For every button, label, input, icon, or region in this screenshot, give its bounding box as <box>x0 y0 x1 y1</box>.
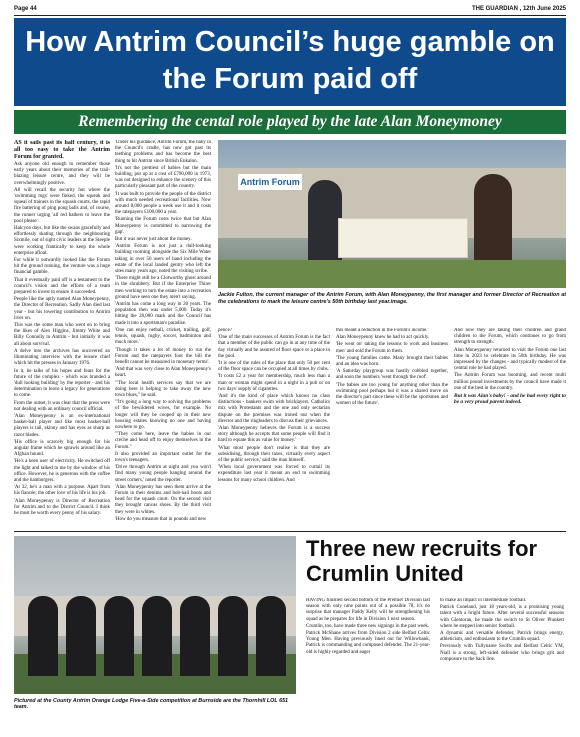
recruits-column-2 <box>440 598 564 728</box>
story-paragraph: 'One of the main successes of Antrim Forum is the fact that a member of the public can go in at any time of the day virtually and be assured of floor space or a place in the pool. <box>218 335 330 359</box>
story-paragraph: 'Under his guidance, Antrim Forum, the baby in the Council's cradle, has now got past its teething problems and has become the best thing to hit Antrim since British Enkalon. <box>115 140 211 164</box>
story-paragraph: 'A Saturday playgroup was hastily cobbled together, and soon the numbers 'went through the roof'. <box>336 369 448 381</box>
story-column-2 <box>115 140 211 526</box>
story-paragraph: AS it sails past its half century, it is all too easy to take the Antrim Forum for granted. <box>14 140 110 160</box>
story-paragraph: '"It's going a long way to solving the problems of the bewildered wives, for example. No longer will they be cooped up in their new housing estates knowing no one and having nowhere to go. <box>115 400 211 430</box>
story-paragraph: 'He's a keen user of electricity. He switched off the light and talked to me by the window of his office. However, he is generous with the coffee and the hamburgers. <box>14 459 110 483</box>
story-paragraph: 'Though it takes a lot of money to run the Forum and the ratepayers foot the bill the benefit cannot be measured in monetary terms'. <box>115 347 211 365</box>
story-paragraph: This was the some man who went on to bring the likes of Alex Higgins, Jimmy White and Billy Connolly to Antrim - but initially it was all about survival. <box>14 323 110 347</box>
story-paragraph: 'How do you measure that in pounds and new <box>115 516 207 522</box>
story-paragraph: That it eventually paid off is a testament to the council's vision and the efforts of a team prepared to invest to ensure it succeeded. <box>14 277 110 296</box>
story-paragraph: 'It is one of the rules of the place that only 50 per cent of the floor space can be occupied at all times by clubs. <box>218 361 330 373</box>
player-figure <box>66 596 96 676</box>
story-paragraph: Patrick Coneland, just 18 years-old, is a promising young talent with a bright future. After several successful seasons with Glentoran, he made the switch to St Oliver Plunkett where he stepped into senior football. <box>440 605 564 629</box>
closing-paragraph: But it was Alan's baby! - and he had every right to be a very proud parent indeed. <box>454 393 566 406</box>
story-paragraph: Ask anyone old enough to remember those early years about their memories of the trail-blazing leisure centre, and they will be overwhelmingly positive. <box>14 162 110 186</box>
section-divider <box>14 531 566 532</box>
team-photo-caption: Pictured at the County Antrim Orange Lodge Five-a-Side competition at Burnside are the Thornhill LOL 651 team. <box>14 698 289 711</box>
story-paragraph: 'He went on' taking the lessons to work and business men' and sold the Forum to them. <box>336 342 448 354</box>
story-paragraph: All will recall the security hut where the 'swimming togs' were finked, the squeak and squeal of trainers in the squash courts, the rapid fire battering of ping pong balls and, of course, the runner urging 'all red bathers to leave the pool please'. <box>14 187 110 224</box>
player-figure <box>218 596 248 676</box>
forum-photo <box>218 140 566 288</box>
story-paragraph: to make an impact in intermediate football. <box>440 598 527 603</box>
birthday-cake <box>338 218 468 258</box>
story-paragraph: 'His office is scarcely big enough for his angular frame which he sprawls around like an Afghan hound. <box>14 439 110 458</box>
headline-banner <box>14 18 566 106</box>
story-paragraph: Alan Moneypenny knew he had to act quickly. <box>336 335 430 341</box>
grass-shape <box>218 260 566 288</box>
player-figure <box>104 596 134 676</box>
story-paragraph: 'It's not the prettiest of babies but the main building, put up at a cost of £790,000 in 1973, was not designed to enhance the scenery of this particularly pleasant part of the country. <box>115 165 211 190</box>
story-paragraph: 'It costs £2 a year for membership, much less than a man or woman might spend in a night in a pub or on two days' supply of cigarettes. <box>218 374 330 392</box>
masthead: THE GUARDIAN , 12th June 2025 <box>471 6 566 12</box>
story-paragraph: Alan Moneypenny returned to visit the Forum one last time in 2023 to celebrate its 50th birthday. He was impressed by the changes - and typically modest of the central role he had played. <box>454 347 566 372</box>
recruits-headline: Three new recruits for Crumlin United <box>306 536 538 586</box>
page-number: Page 44 <box>14 6 37 12</box>
story-paragraph: 'It was built to provide the people of the district with much needed recreational facilities. Now around 8,000 people a week use it and it costs the ratepayers £100,000 a year. <box>115 191 211 216</box>
photo-caption: Jackie Fulton, the current manager of the Antrim Forum, with Alan Moneypenny, the first manager and former Director of Recreation at the celebrations to mark the leisure centre's 50th birthday last year.image. <box>218 292 566 305</box>
recruits-column-1 <box>306 598 430 728</box>
story-paragraph: 'When local government was forced to curtail its expenditure last year it meant an end to swimming lessons for many school children. And <box>218 465 330 483</box>
story-paragraph: 'Alan Moneypenny is an ex-international basket-ball player and like most basket-ball players is tall, skinny and has eyes as sharp as razor blades. <box>14 413 110 438</box>
story-paragraph: In it, he talks of his hopes and fears for the future of the complex - which was branded a 'dull looking building' by the reporter - and his determination to leave a legacy for generations to come. <box>14 368 110 399</box>
story-paragraph: 'The young families came. Many brought their babies and an idea was born. <box>336 355 448 368</box>
story-paragraph: pence? <box>218 328 232 333</box>
player-figure <box>142 596 172 676</box>
story-paragraph: It also provided an important outlet for the town's teenagers. <box>115 451 211 463</box>
story-paragraph: A delve into the archives has uncovered an illuminating interview with the leisure chief which hit the presses in January 1976. <box>14 348 110 367</box>
story-paragraph: '"The local health services say that we are doing here is helping to take away the new town blues," he said. <box>115 380 211 398</box>
subheadline: Remembering the cental role played by the late Alan Moneymoney <box>14 110 566 134</box>
forum-story <box>14 140 566 526</box>
story-paragraph: And now they are taking their children and grand children to the Forum, which continues to go from strength to strength. <box>454 328 566 346</box>
story-paragraph: From the outset, it was clear that the press were not dealing with an ordinary council official. <box>14 400 110 412</box>
story-paragraph: For while it outwardly looked like the Forum hit the ground running, the venture was a huge financial gamble. <box>14 258 110 276</box>
story-paragraph: this meant a reduction in the Forum's income.' <box>336 328 429 333</box>
story-paragraph: 'Running the Forum costs twice that but Alan Moneypenny is committed to narrowing the gap'. <box>115 217 211 235</box>
story-column-1 <box>14 140 110 526</box>
team-photo <box>14 536 296 694</box>
story-paragraph: But it was never just about the money. <box>115 237 192 243</box>
main-headline: How Antrim Council’s huge gamble on the Forum paid off <box>25 26 555 95</box>
story-column-5 <box>454 328 566 526</box>
story-paragraph: Crumlin, too, have made three new signings in the past week. <box>306 623 430 629</box>
story-paragraph: 'One can enjoy netball, cricket, trailing, golf, tennis, squash, rugby, soccer, badminton and much more.' <box>115 327 211 346</box>
story-paragraph: 'And that was very close to Alan Moneypenny's heart. <box>115 367 211 379</box>
story-column-3 <box>218 328 330 526</box>
story-paragraph: Patrick McShane arrives from Division 2 side Belfast Celtic Young Men. Having previously lined out for Willowbank, Patrick is commanding and composed defender. The 21-year-old is highly regarded and eager <box>306 631 430 655</box>
recruits-story <box>306 598 566 728</box>
story-paragraph: A dynamic and versatile defender, Patrick brings energy, athleticism, and enthusiasm to the Crumlin squad. <box>440 631 564 643</box>
player-figure <box>256 596 286 676</box>
story-column-4 <box>336 328 448 526</box>
story-paragraph: 'The babies are too young for anything other than the swimming pool perhaps but it was a shared move on the director's part since these will be the sportsmen and women of the future'. <box>336 382 448 407</box>
story-paragraph: 'Drive through Antrim at night and you won't find many young people hanging around the street corners,' noted the reporter. <box>115 465 211 483</box>
story-paragraph: 'There might still be a Clotworthy ghost around in the shrubbery. But if the Enterprise Thirer men working to turn the estate into a recreation ground have seen one they aren't saying. <box>115 276 211 300</box>
story-paragraph: 'Alan Moneypenny is Director of Recreation for Antrim and to the District Council. I think he must be worth every penny of his salary. <box>14 498 110 516</box>
story-paragraph: 'Antrim has come a long way in 20 years. The population then was under 5,000. Today it's hitting the 28,000 mark and the Council has made it into a sportsman's paradise. <box>115 302 211 326</box>
story-paragraph: People like the aptly named Alan Moneypenny, the Director of Recreation. Sadly Alan died last year - but his towering contribution to Antrim lives on. <box>14 297 110 321</box>
page-header <box>14 4 566 16</box>
story-paragraph: 'At 32, he's a man with a purpose. Apart from his fiancée, the other love of his life is his job. <box>14 485 110 497</box>
story-paragraph: 'And it's the kind of place which knows no class distinctions - bankers swim with bricklayers. Catholics mix with Protestants and the one and only sectarian dispute on the premises was ironed out when the director and the ringleaders to discuss their grievances. <box>218 394 330 424</box>
story-paragraph: 'What most people don't realise is that they are subsidising, through their taxes, virtually every aspect of the public service,' said the man himself. <box>218 445 330 464</box>
story-paragraph: 'Alan Moneypenny has seen them arrive at the Forum in their denims and bob-nail boots and head for the squash court. On the second visit they brought canvas shoes. By the third visit they were in whites. <box>115 484 211 515</box>
story-paragraph: The Antrim Forum was booming, and recent multi million pound investments by the council have made it one of the best in the country. <box>454 373 566 391</box>
story-paragraph: 'Antrim Forum is not just a dull-looking building rooming alongside the Six Mile Water taking in over 50 users of hand including the estate of the local landed gentry who left the sites many years ago, noted the visiting scribe. <box>115 244 211 275</box>
forum-sign: Antrim Forum <box>238 174 302 190</box>
player-figure <box>28 596 58 676</box>
player-figure <box>180 596 210 676</box>
story-paragraph: 'Alan Moneypenny believes the Forum is a success story although he accepts that some people will find it hard to equate this as value for money.' <box>218 426 330 444</box>
story-paragraph: Halcyon days, but like the swans gracefully and effortlessly skating through the neighbouring Sixmile, out of sight civic leaders at the Steeple were working frantically to keep the whole enterprise afloat. <box>14 226 110 256</box>
story-paragraph: '"They come here, leave the babies in our creche and head off to enjoy themselves in the Forum." <box>115 432 211 450</box>
story-paragraph: Previously with Tullynaree Swifts and Belfast Celtic YM, Niall is a strong, left-sided defender who brings grit and composure to the back line. <box>440 644 564 662</box>
story-paragraph: HAVING finished second bottom of the Premier Division last season with only nine points out of a possible 78, it's no surprise that manager Paddy Kelly will be strengthening his squad as he prepares for life in Division 1 next season. <box>306 598 430 622</box>
